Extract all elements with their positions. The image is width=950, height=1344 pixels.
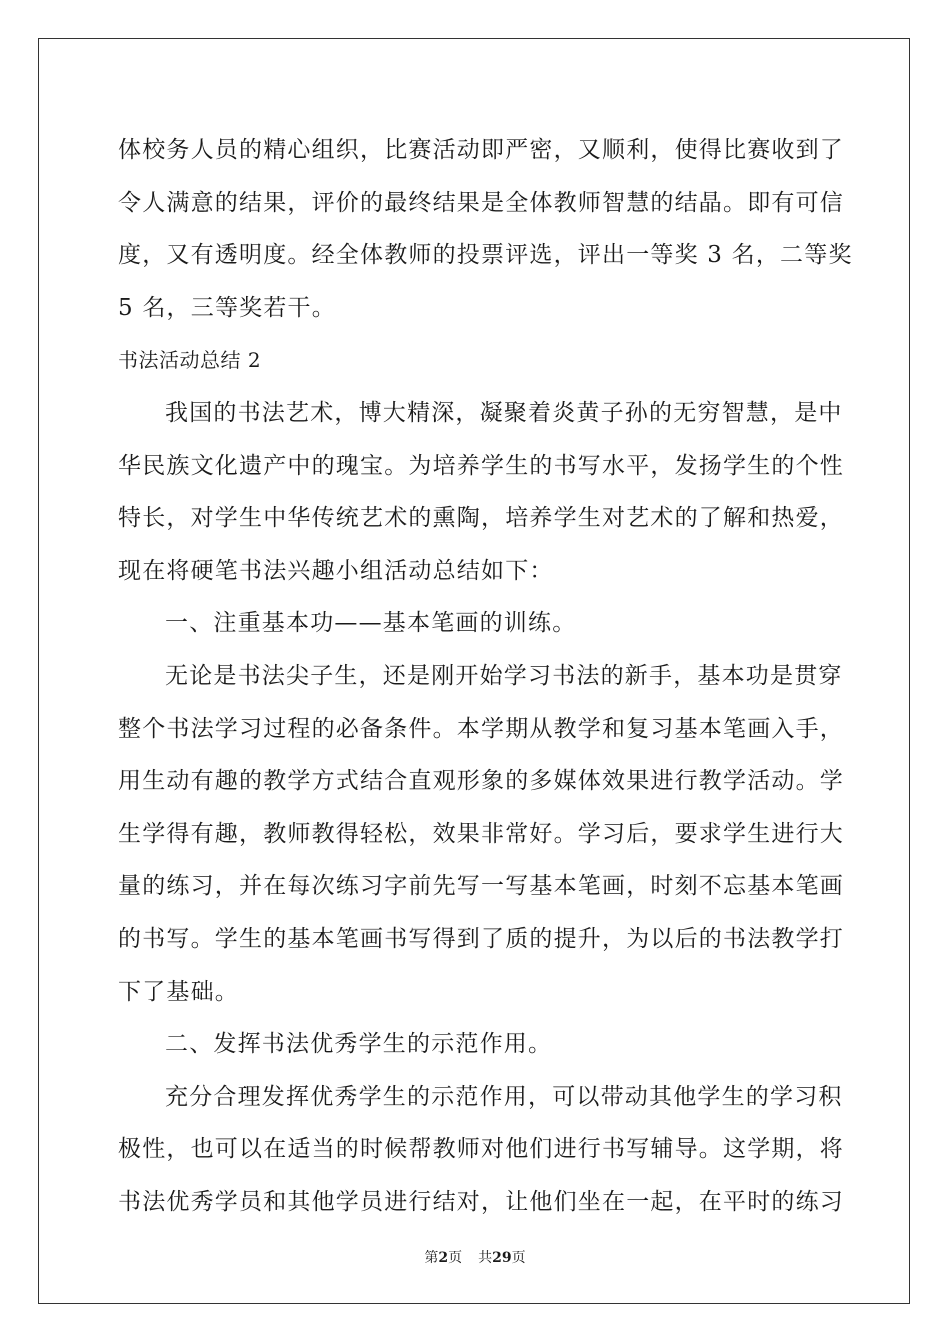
paragraph-line: 的书写。学生的基本笔画书写得到了质的提升，为以后的书法教学打 <box>118 925 844 952</box>
document-body <box>118 124 853 1228</box>
paragraph-line: 华民族文化遗产中的瑰宝。为培养学生的书写水平，发扬学生的个性 <box>118 452 844 479</box>
page-total: 29 <box>492 1250 512 1266</box>
paragraph-line: 生学得有趣，教师教得轻松，效果非常好。学习后，要求学生进行大 <box>118 820 844 847</box>
total-suffix: 页 <box>511 1250 526 1266</box>
paragraph-line: 5 名，三等奖若干。 <box>118 294 336 321</box>
subheading: 二、发挥书法优秀学生的示范作用。 <box>165 1031 553 1058</box>
paragraph-line: 极性，也可以在适当的时候帮教师对他们进行书写辅导。这学期，将 <box>118 1136 844 1163</box>
paragraph-line: 充分合理发挥优秀学生的示范作用，可以带动其他学生的学习积 <box>165 1083 843 1110</box>
paragraph-line: 体校务人员的精心组织，比赛活动即严密，又顺利，使得比赛收到了 <box>118 137 844 163</box>
paragraph-line: 度，又有透明度。经全体教师的投票评选，评出一等奖 3 名，二等奖 <box>118 242 853 269</box>
paragraph-line: 特长，对学生中华传统艺术的熏陶，培养学生对艺术的了解和热爱， <box>118 505 844 532</box>
paragraph-line: 现在将硬笔书法兴趣小组活动总结如下： <box>118 557 554 584</box>
paragraph-line: 量的练习，并在每次练习字前先写一写基本笔画，时刻不忘基本笔画 <box>118 873 844 900</box>
page-footer <box>0 1247 950 1267</box>
paragraph-line: 整个书法学习过程的必备条件。本学期从教学和复习基本笔画入手， <box>118 715 844 742</box>
total-prefix: 共 <box>478 1250 493 1266</box>
subheading: 一、注重基本功——基本笔画的训练。 <box>165 610 577 637</box>
paragraph-line: 令人满意的结果，评价的最终结果是全体教师智慧的结晶。即有可信 <box>118 189 844 216</box>
paragraph-line: 无论是书法尖子生，还是刚开始学习书法的新手，基本功是贯穿 <box>165 662 843 689</box>
paragraph-line: 我国的书法艺术，博大精深，凝聚着炎黄子孙的无穷智慧，是中 <box>165 399 843 426</box>
paragraph-line: 书法优秀学员和其他学员进行结对，让他们坐在一起，在平时的练习 <box>118 1188 844 1215</box>
page-current: 2 <box>438 1250 449 1266</box>
section-title: 书法活动总结 2 <box>118 348 262 373</box>
page-prefix: 第 <box>424 1250 439 1266</box>
page-suffix: 页 <box>448 1250 463 1266</box>
paragraph-line: 用生动有趣的教学方式结合直观形象的多媒体效果进行教学活动。学 <box>118 768 844 795</box>
paragraph-line: 下了基础。 <box>118 978 239 1005</box>
